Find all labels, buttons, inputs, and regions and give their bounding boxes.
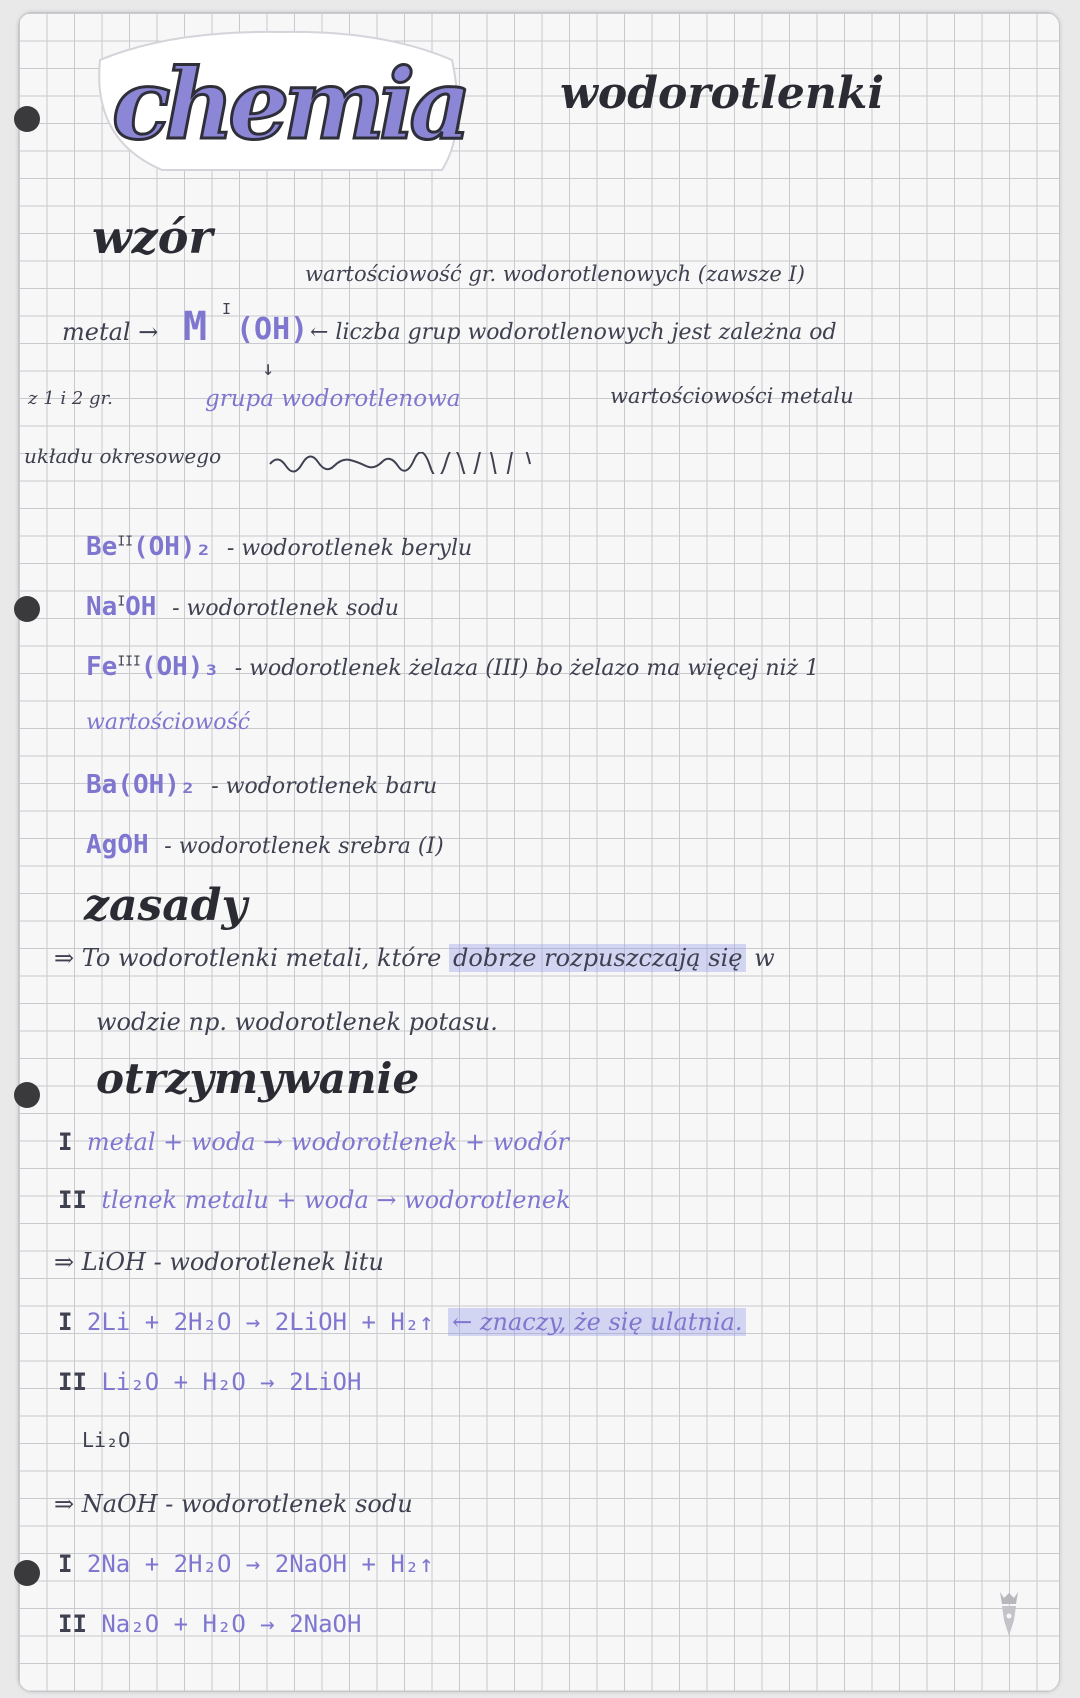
example-formula: Ba [86,770,118,800]
example-row [86,830,444,860]
naoh-title: ⇒ NaOH - wodorotlenek sodu [54,1490,413,1518]
punch-hole [14,1560,40,1586]
method-row [58,1128,569,1156]
example-desc: - wodorotlenek baru [211,774,438,799]
punch-hole [14,106,40,132]
punch-hole [14,596,40,622]
formula-main: M [183,304,208,350]
lioh-oxide-note: Li₂O [82,1428,131,1452]
example-desc: - wodorotlenek sodu [172,596,399,621]
equation-text: 2Li + 2H₂O → 2LiOH + H₂↑ [86,1308,434,1336]
zasady-line-1 [54,944,775,972]
arrow-down-icon: ↓ [262,356,275,380]
logo-text: chemia [112,48,466,161]
equation-number: II [58,1368,87,1396]
equation-text: Na₂O + H₂O → 2NaOH [101,1610,362,1638]
pen-nib-icon [994,1590,1024,1638]
metal-label: metal → [62,318,159,346]
topic-title: wodorotlenki [560,68,885,119]
valence-note: wartościowość gr. wodorotlenowych (zawsze I) [305,262,805,286]
chemia-logo [82,20,472,180]
example-row [86,532,472,562]
group-label: grupa wodorotlenowa [205,386,461,412]
zasady-text: ⇒ To wodorotlenki metali, które [54,944,442,972]
example-formula: Fe [86,652,118,682]
equation-number: II [58,1610,87,1638]
example-desc: - wodorotlenek żelaza (III) bo żelazo ma więcej niż 1 [234,656,820,681]
example-formula-rest: (OH)₂ [132,532,212,562]
example-formula: Be [86,532,118,562]
lioh-title: ⇒ LiOH - wodorotlenek litu [54,1248,384,1276]
method-number: II [58,1186,87,1214]
example-formula-rest: OH [125,592,157,622]
scribble-strikeout [268,452,538,474]
equation-note: ← znaczy, że się ulatnia. [448,1308,746,1336]
equation-number: I [58,1550,73,1578]
method-text: metal + woda → wodorotlenek + wodór [86,1128,569,1156]
example-formula: Na [86,592,118,622]
example-valence: I [117,594,126,610]
zasady-text-end: w [754,944,775,972]
example-desc: - wodorotlenek srebra (I) [164,834,444,859]
example-formula: Ag [86,830,118,860]
naoh-equation-2 [58,1610,361,1638]
example-valence: II [117,534,133,550]
equation-text: 2Na + 2H₂O → 2NaOH + H₂↑ [86,1550,434,1578]
zasady-line-2: wodzie np. wodorotlenek potasu. [96,1008,498,1036]
example-valence: III [117,654,141,670]
naoh-equation-1 [58,1550,434,1578]
example-row [86,652,819,682]
lioh-equation-1 [58,1308,746,1336]
section-heading-wzor: wzór [92,210,213,264]
method-row [58,1186,571,1214]
punch-hole [14,1082,40,1108]
valence-metal-note: wartościowości metalu [610,384,854,408]
example-formula-rest: (OH)₃ [140,652,220,682]
method-number: I [58,1128,73,1156]
method-text: tlenek metalu + woda → wodorotlenek [101,1186,571,1214]
example-row [86,770,437,800]
periodic-note: układu okresowego [24,444,222,468]
example-formula-rest: OH [117,830,149,860]
formula-group: (OH) [236,312,309,347]
section-heading-otrzymywanie: otrzymywanie [96,1054,420,1103]
zasady-highlight: dobrze rozpuszczają się [449,944,746,972]
example-desc-continued: wartościowość [86,710,251,735]
example-desc: - wodorotlenek berylu [226,536,473,561]
example-formula-rest: (OH)₂ [117,770,196,800]
group-note-left: z 1 i 2 gr. [28,388,113,409]
example-row [86,592,399,622]
count-note: ← liczba grup wodorotlenowych jest zależna od [310,320,837,345]
lioh-equation-2 [58,1368,361,1396]
formula-sup: I [222,300,232,318]
section-heading-zasady: zasady [84,880,248,931]
equation-text: Li₂O + H₂O → 2LiOH [101,1368,362,1396]
equation-number: I [58,1308,73,1336]
